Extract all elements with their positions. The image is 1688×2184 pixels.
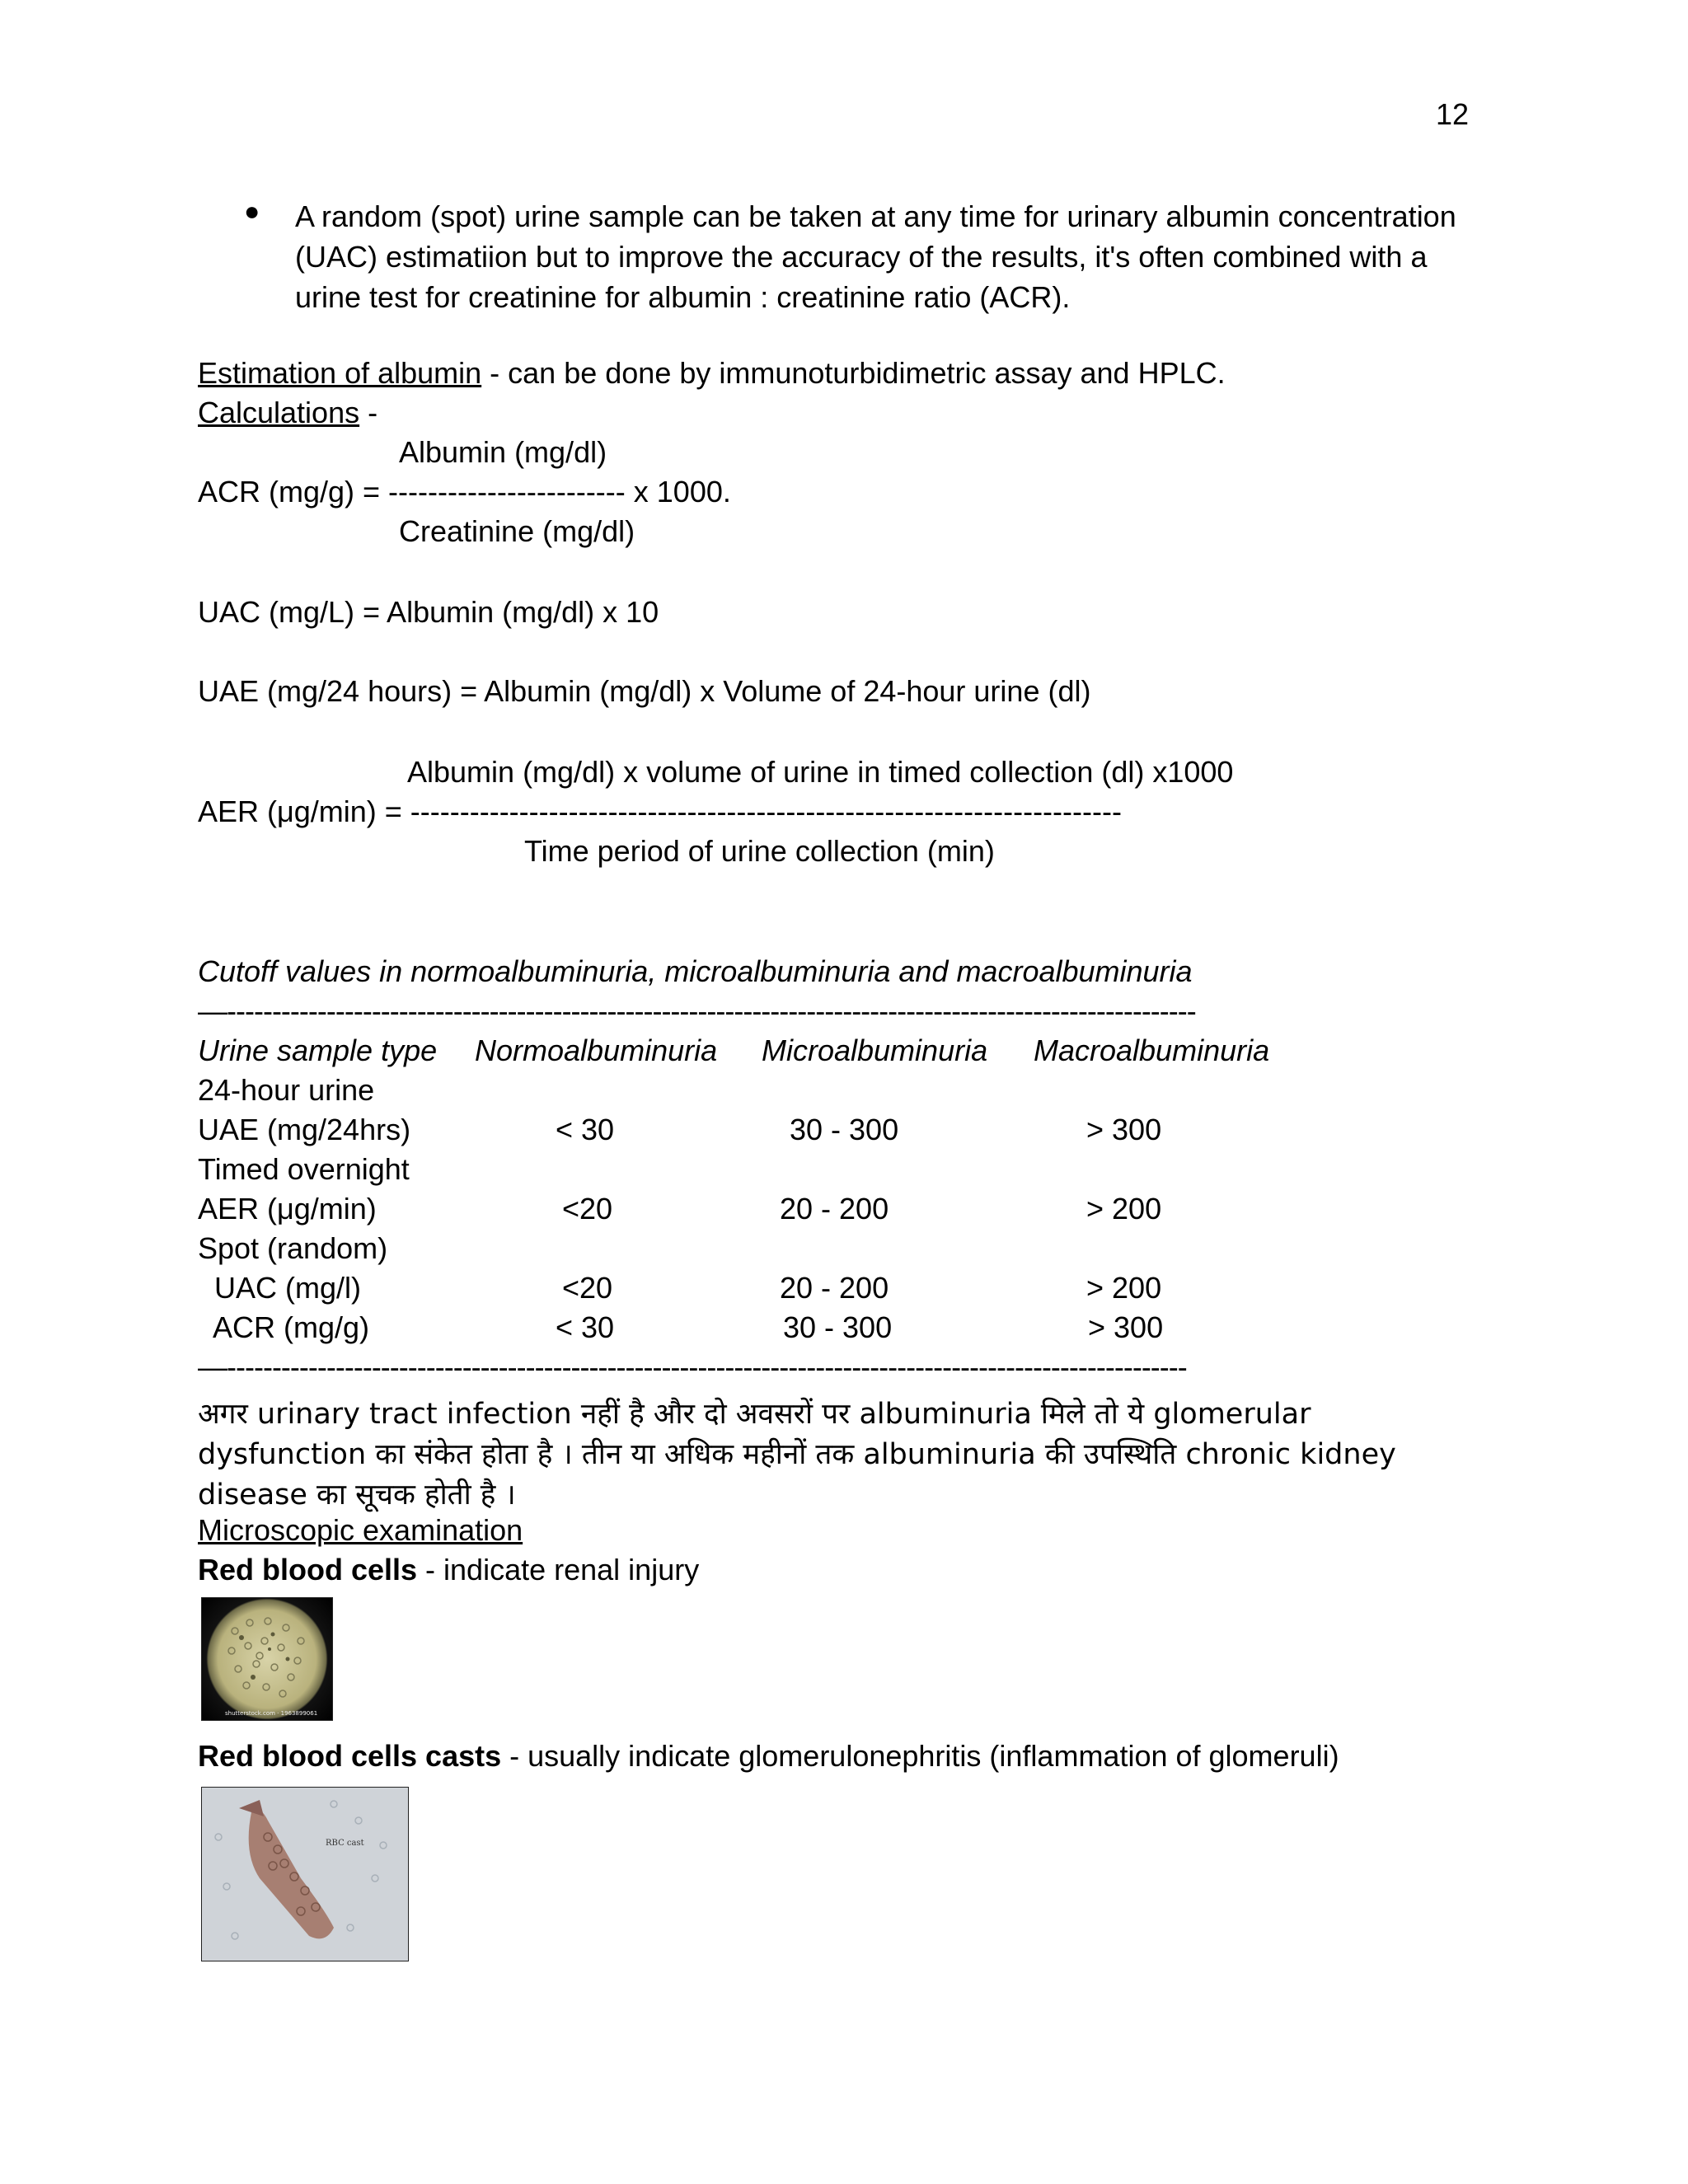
acr-denominator: Creatinine (mg/dl) [399,514,635,548]
estimation-line [198,356,1226,391]
casts-line [198,1739,1339,1774]
cast-image-label: RBC cast [326,1839,364,1848]
header-macro: Macroalbuminuria [1034,1033,1270,1067]
header-sample-type: Urine sample type [198,1033,438,1067]
normo-value: < 30 [556,1310,615,1344]
estimation-heading: Estimation of albumin [198,356,482,390]
cutoff-title: Cutoff values in normoalbuminuria, microalbuminuria and macroalbuminuria [198,954,1193,988]
calculations-heading: Calculations [198,396,360,429]
casts-label: Red blood cells casts [198,1739,502,1773]
normo-value: <20 [562,1271,613,1305]
normo-value: < 30 [556,1113,615,1146]
calculations-line [198,396,377,430]
macro-value: > 200 [1086,1271,1162,1305]
cutoff-rule-top: —----------------------------------------------------------------------------------------------------------- [198,994,1196,1028]
macro-value: > 300 [1086,1113,1162,1146]
rbc-label: Red blood cells [198,1553,418,1586]
row-label: UAC (mg/l) [198,1271,361,1305]
row-label: 24-hour urine [198,1073,375,1107]
acr-formula: ACR (mg/g) = ------------------------ x 1000. [198,475,731,509]
row-label: ACR (mg/g) [198,1310,370,1344]
rbc-micrograph-cells [202,1598,332,1720]
micro-value: 30 - 300 [783,1310,893,1344]
header-micro: Microalbuminuria [762,1033,988,1067]
acr-numerator: Albumin (mg/dl) [399,435,607,469]
row-label: Spot (random) [198,1231,388,1265]
hindi-note: अगर urinary tract infection नहीं है और दो अवसरों पर albuminuria मिले तो ये glomerular dysfunction का संकेत होता है । तीन या अधिक महीनों तक albuminuria की उपस्थिति chronic kidney disease का सूचक होती है । [198,1398,1396,1511]
normo-value: <20 [562,1192,613,1226]
rbc-line [198,1553,699,1587]
rbc-text: - indicate renal injury [417,1553,700,1586]
microscopic-heading: Microscopic examination [198,1513,523,1547]
header-normo: Normoalbuminuria [475,1033,718,1067]
row-label: UAE (mg/24hrs) [198,1113,411,1146]
rbc-cast-micrograph [201,1787,409,1961]
aer-formula: AER (μg/min) = ------------------------------------------------------------------------ [198,794,1122,828]
micro-value: 30 - 300 [790,1113,899,1146]
rbc-image-caption: shutterstock.com · 1963899061 [225,1710,318,1717]
row-label: Timed overnight [198,1152,410,1186]
aer-numerator: Albumin (mg/dl) x volume of urine in timed collection (dl) x1000 [407,755,1234,789]
aer-denominator: Time period of urine collection (min) [524,834,995,868]
bullet-marker: ● [244,196,260,226]
rbc-cast-shapes [202,1788,408,1961]
uae-formula: UAE (mg/24 hours) = Albumin (mg/dl) x Volume of 24-hour urine (dl) [198,674,1091,708]
row-label: AER (μg/min) [198,1192,377,1226]
rbc-micrograph [201,1597,333,1721]
calculations-suffix: - [359,396,378,429]
macro-value: > 300 [1088,1310,1164,1344]
estimation-text: - can be done by immunoturbidimetric assay and HPLC. [481,356,1226,390]
page-number: 12 [1436,97,1470,131]
micro-value: 20 - 200 [780,1271,889,1305]
cutoff-rule-bottom: —---------------------------------------------------------------------------------------------------------- [198,1350,1187,1384]
macro-value: > 200 [1086,1192,1162,1226]
uac-formula: UAC (mg/L) = Albumin (mg/dl) x 10 [198,595,659,629]
micro-value: 20 - 200 [780,1192,889,1226]
bullet-paragraph: A random (spot) urine sample can be taken at any time for urinary albumin concentration (UAC) estimatiion but to improve the accuracy of the results, it's often combined with a urine test for creatinine for albumin : creatinine ratio (ACR). [295,199,1456,314]
casts-text: - usually indicate glomerulonephritis (inflammation of glomeruli) [501,1739,1339,1773]
